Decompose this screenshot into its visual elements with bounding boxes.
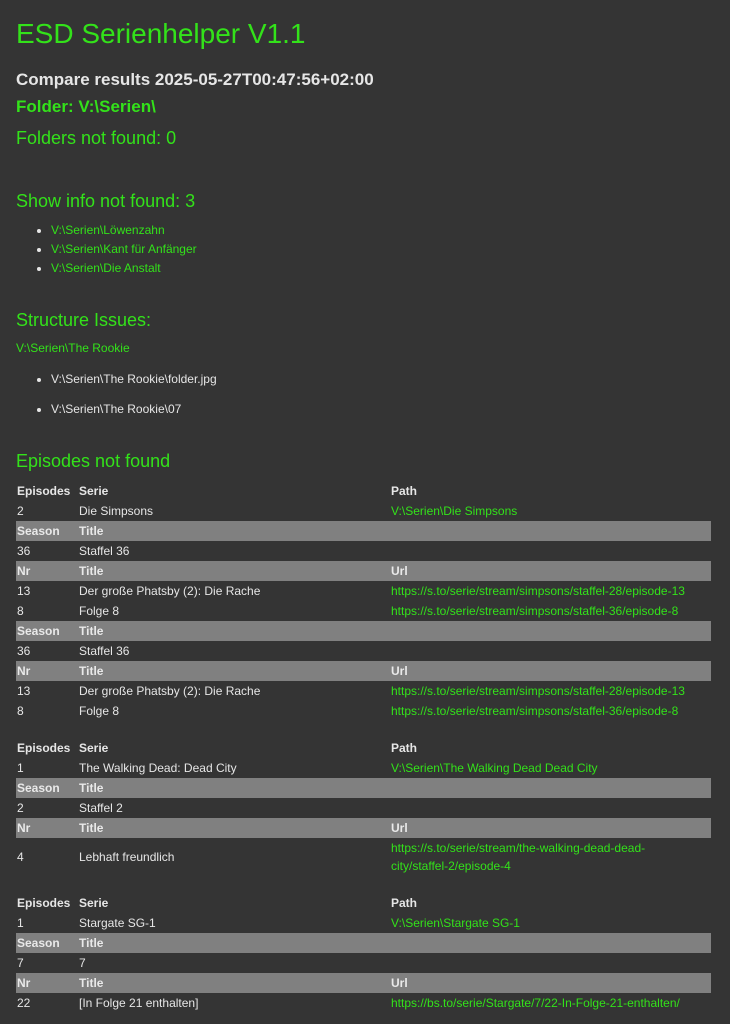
season-header-row — [16, 933, 711, 953]
list-item: • V:\Serien\The Rookie\07 — [51, 400, 217, 419]
season-header-row — [16, 521, 711, 541]
serie-name: The Walking Dead: Dead City — [79, 761, 237, 775]
list-item: • V:\Serien\The Rookie\folder.jpg — [51, 370, 217, 389]
table-row — [16, 501, 711, 521]
header-path: Path — [391, 484, 418, 498]
header-nr: Nr — [17, 564, 31, 578]
season-header-row — [16, 778, 711, 798]
episode-header-row — [16, 661, 711, 681]
episode-title: [In Folge 21 enthalten] — [79, 996, 199, 1010]
serie-name: Die Simpsons — [79, 504, 154, 518]
show-info-list — [51, 221, 197, 278]
header-season: Season — [17, 936, 60, 950]
season-number: 36 — [17, 544, 31, 558]
header-serie: Serie — [79, 741, 109, 755]
show-info-heading: Show info not found: 3 — [16, 191, 196, 211]
episode-title: Der große Phatsby (2): Die Rache — [79, 584, 261, 598]
episode-header-row — [16, 973, 711, 993]
season-number: 7 — [17, 956, 24, 970]
header-url: Url — [391, 664, 408, 678]
header-url: Url — [391, 821, 408, 835]
structure-issues-list — [51, 370, 217, 419]
season-number: 36 — [17, 644, 31, 658]
table-row — [16, 838, 711, 876]
episode-nr: 4 — [17, 850, 24, 864]
table-row — [16, 541, 711, 561]
header-title: Title — [79, 624, 104, 638]
table-row — [16, 913, 711, 933]
episode-url-link[interactable]: https://s.to/serie/stream/simpsons/staffel-28/episode-13 — [391, 684, 685, 698]
episode-nr: 8 — [17, 704, 24, 718]
app-title: ESD Serienhelper V1.1 — [16, 18, 306, 49]
header-episodes: Episodes — [17, 896, 71, 910]
table-row — [16, 581, 711, 601]
folder-path: Folder: V:\Serien\ — [16, 97, 156, 116]
folders-not-found: Folders not found: 0 — [16, 128, 177, 148]
episode-header-row — [16, 818, 711, 838]
episode-title: Der große Phatsby (2): Die Rache — [79, 684, 261, 698]
serie-path-link[interactable]: V:\Serien\Stargate SG-1 — [391, 916, 520, 930]
season-number: 2 — [17, 801, 24, 815]
header-season: Season — [17, 524, 60, 538]
structure-show-path[interactable]: V:\Serien\The Rookie — [16, 341, 130, 355]
compare-results: Compare results 2025-05-27T00:47:56+02:00 — [16, 70, 374, 89]
serie-path-link[interactable]: V:\Serien\Die Simpsons — [391, 504, 518, 518]
table-header-row — [16, 893, 711, 913]
table-row — [16, 953, 711, 973]
episode-title: Lebhaft freundlich — [79, 850, 175, 864]
header-nr: Nr — [17, 821, 31, 835]
header-nr: Nr — [17, 976, 31, 990]
list-item[interactable]: • V:\Serien\Löwenzahn — [51, 221, 197, 240]
header-path: Path — [391, 741, 418, 755]
episodes-table-stargate — [16, 893, 711, 1013]
season-header-row — [16, 621, 711, 641]
table-header-row — [16, 481, 711, 501]
header-title: Title — [79, 664, 104, 678]
table-row — [16, 701, 711, 721]
episode-nr: 13 — [17, 684, 31, 698]
header-url: Url — [391, 976, 408, 990]
list-item[interactable]: • V:\Serien\Die Anstalt — [51, 259, 197, 278]
header-title: Title — [79, 821, 104, 835]
episodes-not-found-heading: Episodes not found — [16, 451, 171, 471]
table-row — [16, 601, 711, 621]
header-title: Title — [79, 936, 104, 950]
episode-title: Folge 8 — [79, 604, 120, 618]
structure-issues-heading: Structure Issues: — [16, 310, 152, 330]
header-serie: Serie — [79, 484, 109, 498]
episodes-count: 2 — [17, 504, 24, 518]
header-title: Title — [79, 564, 104, 578]
episode-nr: 8 — [17, 604, 24, 618]
episode-header-row — [16, 561, 711, 581]
header-title: Title — [79, 524, 104, 538]
header-episodes: Episodes — [17, 741, 71, 755]
episodes-count: 1 — [17, 916, 24, 930]
serie-path-link[interactable]: V:\Serien\The Walking Dead Dead City — [391, 761, 598, 775]
header-nr: Nr — [17, 664, 31, 678]
episode-url-link[interactable]: https://s.to/serie/stream/simpsons/staffel-28/episode-13 — [391, 584, 685, 598]
table-row — [16, 798, 711, 818]
header-episodes: Episodes — [17, 484, 71, 498]
episode-nr: 13 — [17, 584, 31, 598]
table-row — [16, 993, 711, 1013]
episode-url-link[interactable]: https://bs.to/serie/Stargate/7/22-In-Folge-21-enthalten/ — [391, 996, 680, 1010]
header-season: Season — [17, 781, 60, 795]
table-row — [16, 758, 711, 778]
episodes-count: 1 — [17, 761, 24, 775]
table-header-row — [16, 738, 711, 758]
header-url: Url — [391, 564, 408, 578]
header-path: Path — [391, 896, 418, 910]
serie-name: Stargate SG-1 — [79, 916, 156, 930]
episode-url-link[interactable]: https://s.to/serie/stream/simpsons/staffel-36/episode-8 — [391, 704, 679, 718]
episodes-table-walking-dead — [16, 738, 711, 876]
episodes-table-die-simpsons — [16, 481, 711, 721]
season-title: Staffel 36 — [79, 544, 130, 558]
header-title: Title — [79, 781, 104, 795]
episode-title: Folge 8 — [79, 704, 120, 718]
table-row — [16, 681, 711, 701]
header-season: Season — [17, 624, 60, 638]
list-item[interactable]: • V:\Serien\Kant für Anfänger — [51, 240, 197, 259]
table-row — [16, 641, 711, 661]
header-serie: Serie — [79, 896, 109, 910]
season-title: Staffel 2 — [79, 801, 123, 815]
episode-nr: 22 — [17, 996, 31, 1010]
header-title: Title — [79, 976, 104, 990]
season-title: 7 — [79, 956, 86, 970]
episode-url-link[interactable]: https://s.to/serie/stream/the-walking-dead-dead-city/staffel-2/episode-4 — [391, 841, 646, 873]
season-title: Staffel 36 — [79, 644, 130, 658]
episode-url-link[interactable]: https://s.to/serie/stream/simpsons/staffel-36/episode-8 — [391, 604, 679, 618]
